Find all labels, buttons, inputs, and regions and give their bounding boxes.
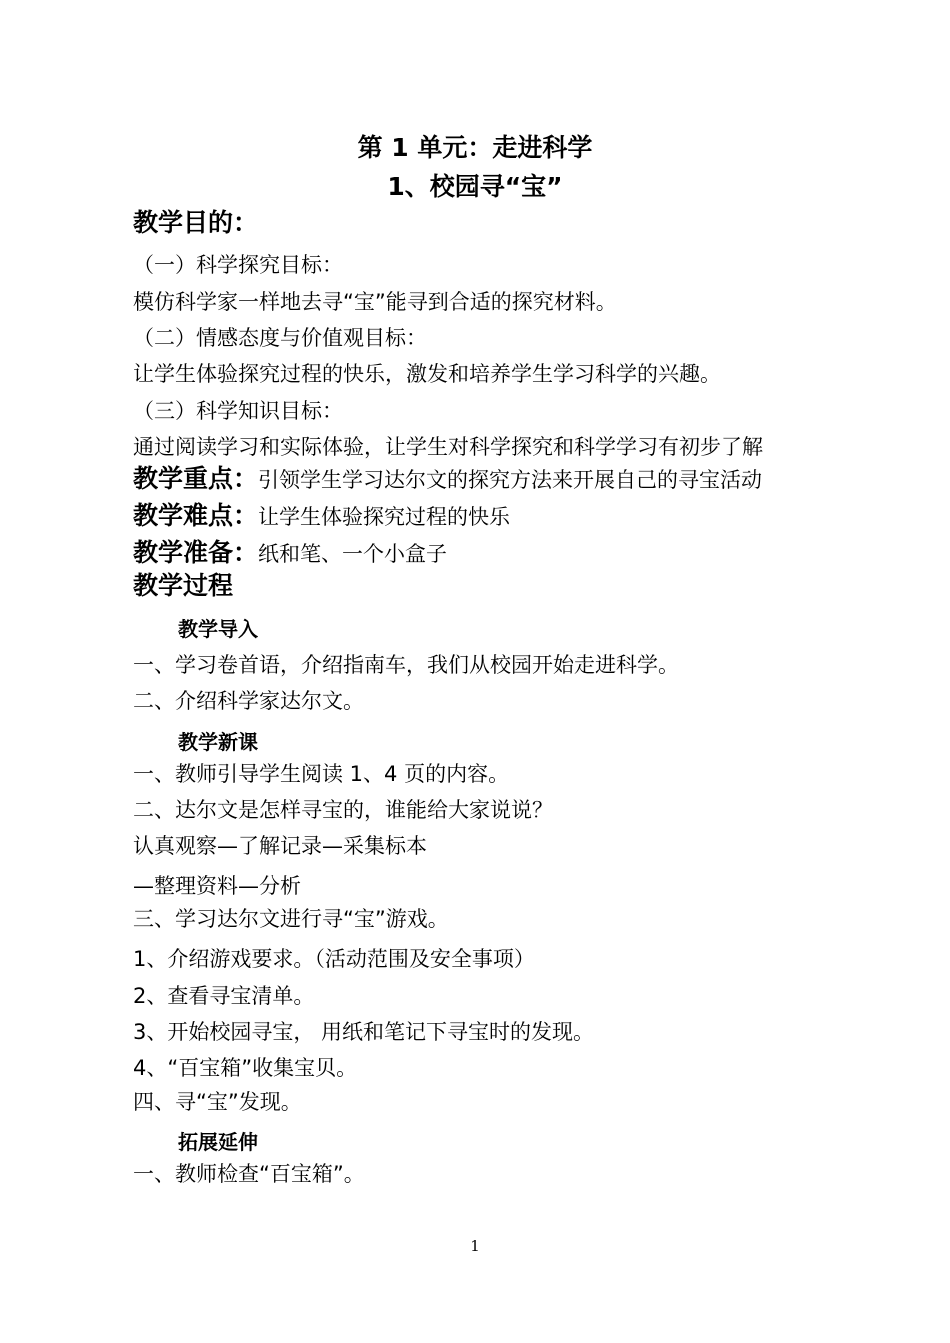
- process-line: 一、教师引导学生阅读 1、4 页的内容。: [133, 762, 510, 786]
- process-line: 4、“百宝箱”收集宝贝。: [133, 1056, 358, 1080]
- lesson-title: 1、校园寻“宝”: [387, 172, 563, 201]
- process-line: 认真观察—了解记录—采集标本: [133, 834, 427, 858]
- objective-line: （二）情感态度与价值观目标：: [133, 326, 427, 350]
- difficulty-label: 教学难点：: [133, 501, 259, 530]
- process-line: 2、查看寻宝清单。: [133, 984, 315, 1008]
- key-point-text: 引领学生学习达尔文的探究方法来开展自己的寻宝活动: [258, 468, 763, 492]
- objective-line: （三）科学知识目标：: [133, 399, 343, 423]
- objectives-heading: 教学目的：: [133, 208, 259, 237]
- extension-heading: 拓展延伸: [178, 1130, 258, 1154]
- objective-line: 模仿科学家一样地去寻“宝”能寻到合适的探究材料。: [133, 290, 617, 314]
- process-line: —整理资料—分析: [133, 874, 301, 898]
- intro-heading: 教学导入: [178, 617, 258, 641]
- preparation: [133, 540, 447, 567]
- preparation-text: 纸和笔、一个小盒子: [258, 542, 448, 566]
- unit-title: 第 1 单元：走进科学: [357, 133, 593, 162]
- process-line: 二、达尔文是怎样寻宝的，谁能给大家说说？: [133, 798, 553, 822]
- process-line: 3、开始校园寻宝， 用纸和笔记下寻宝时的发现。: [133, 1020, 595, 1044]
- process-heading: 教学过程: [133, 571, 234, 600]
- new-lesson-heading: 教学新课: [178, 730, 258, 754]
- process-line: 一、教师检查“百宝箱”。: [133, 1162, 365, 1186]
- process-line: 四、寻“宝”发现。: [133, 1090, 302, 1114]
- objective-line: 让学生体验探究过程的快乐，激发和培养学生学习科学的兴趣。: [133, 362, 721, 386]
- page-number: 1: [470, 1237, 480, 1255]
- process-line: 一、学习卷首语，介绍指南车，我们从校园开始走进科学。: [133, 653, 679, 677]
- process-line: 1、介绍游戏要求。（活动范围及安全事项）: [133, 947, 535, 971]
- process-line: 二、介绍科学家达尔文。: [133, 689, 364, 713]
- key-point-label: 教学重点：: [133, 464, 259, 493]
- objective-line: （一）科学探究目标：: [133, 253, 343, 277]
- preparation-label: 教学准备：: [133, 538, 259, 567]
- difficulty-text: 让学生体验探究过程的快乐: [258, 505, 511, 529]
- difficulty: [133, 503, 510, 530]
- process-line: 三、学习达尔文进行寻“宝”游戏。: [133, 907, 449, 931]
- objective-line: 通过阅读学习和实际体验，让学生对科学探究和科学学习有初步了解: [133, 435, 763, 459]
- key-point: [133, 466, 762, 493]
